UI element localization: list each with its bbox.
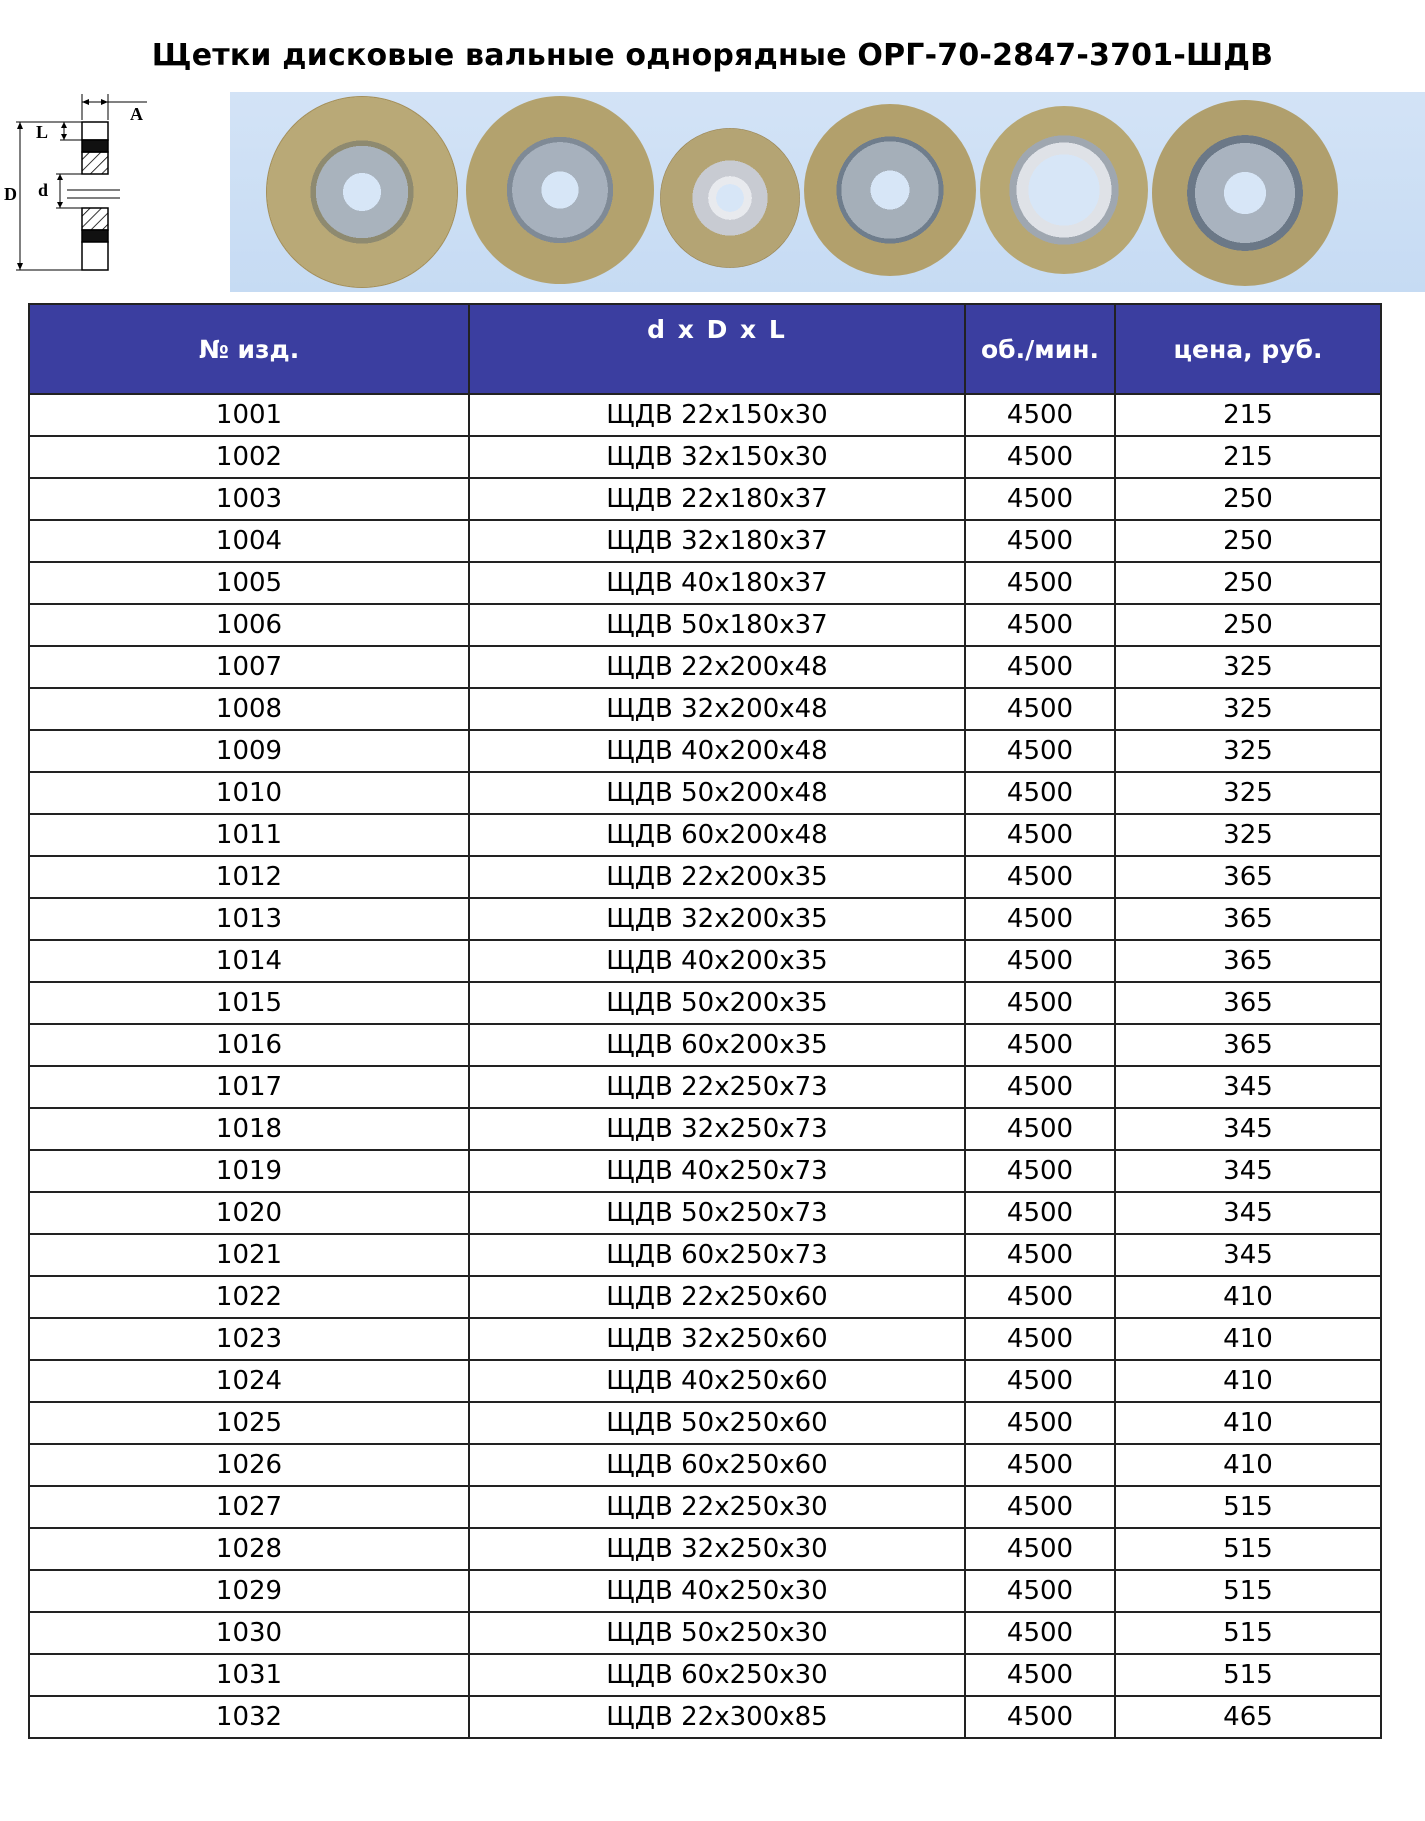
cell-price: 410 [1115,1402,1381,1444]
cell-price: 250 [1115,478,1381,520]
cell-item-number: 1032 [29,1696,469,1738]
cell-rpm: 4500 [965,1192,1115,1234]
table-row [29,1024,1381,1066]
cell-item-number: 1025 [29,1402,469,1444]
cell-item-number: 1029 [29,1570,469,1612]
cell-price: 215 [1115,394,1381,436]
cell-rpm: 4500 [965,562,1115,604]
cell-dimensions: ЩДВ 22х250х73 [469,1066,965,1108]
cell-rpm: 4500 [965,478,1115,520]
cell-price: 365 [1115,898,1381,940]
cell-price: 515 [1115,1528,1381,1570]
table-row [29,898,1381,940]
cell-item-number: 1005 [29,562,469,604]
cell-rpm: 4500 [965,1318,1115,1360]
cell-rpm: 4500 [965,1108,1115,1150]
brush-image-4 [804,104,976,276]
price-table [28,303,1382,1739]
cell-item-number: 1022 [29,1276,469,1318]
cell-dimensions: ЩДВ 50х250х73 [469,1192,965,1234]
cell-dimensions: ЩДВ 60х200х48 [469,814,965,856]
cell-item-number: 1015 [29,982,469,1024]
cell-rpm: 4500 [965,730,1115,772]
cell-rpm: 4500 [965,1696,1115,1738]
table-row [29,562,1381,604]
cell-rpm: 4500 [965,1234,1115,1276]
cell-dimensions: ЩДВ 32х250х60 [469,1318,965,1360]
table-row [29,940,1381,982]
cell-price: 365 [1115,1024,1381,1066]
table-row [29,646,1381,688]
cell-item-number: 1019 [29,1150,469,1192]
cell-item-number: 1020 [29,1192,469,1234]
cross-section-diagram [2,92,162,282]
table-row [29,436,1381,478]
label-l: L [36,122,49,142]
table-header-row [29,304,1381,394]
table-row [29,1612,1381,1654]
header-rpm: об./мин. [965,304,1115,394]
cell-rpm: 4500 [965,1486,1115,1528]
cell-rpm: 4500 [965,436,1115,478]
cell-item-number: 1031 [29,1654,469,1696]
cell-dimensions: ЩДВ 40х250х73 [469,1150,965,1192]
cell-dimensions: ЩДВ 50х180х37 [469,604,965,646]
cell-dimensions: ЩДВ 32х200х35 [469,898,965,940]
cell-price: 515 [1115,1654,1381,1696]
cell-item-number: 1006 [29,604,469,646]
header-item-number: № изд. [29,304,469,394]
cell-rpm: 4500 [965,1066,1115,1108]
cell-rpm: 4500 [965,1276,1115,1318]
cell-dimensions: ЩДВ 60х200х35 [469,1024,965,1066]
cell-item-number: 1021 [29,1234,469,1276]
cell-item-number: 1018 [29,1108,469,1150]
cell-rpm: 4500 [965,1150,1115,1192]
cell-price: 410 [1115,1360,1381,1402]
table-row [29,1486,1381,1528]
cell-dimensions: ЩДВ 50х250х30 [469,1612,965,1654]
cell-price: 365 [1115,982,1381,1024]
table-row [29,1150,1381,1192]
cell-price: 345 [1115,1150,1381,1192]
cell-price: 250 [1115,604,1381,646]
cell-dimensions: ЩДВ 22х300х85 [469,1696,965,1738]
cell-price: 515 [1115,1486,1381,1528]
product-photo-strip [230,92,1425,292]
cell-price: 325 [1115,772,1381,814]
table-row [29,1276,1381,1318]
cell-dimensions: ЩДВ 60х250х73 [469,1234,965,1276]
cell-rpm: 4500 [965,856,1115,898]
cell-dimensions: ЩДВ 22х180х37 [469,478,965,520]
table-row [29,520,1381,562]
label-a: A [130,104,143,124]
cell-dimensions: ЩДВ 32х150х30 [469,436,965,478]
cell-rpm: 4500 [965,604,1115,646]
cell-dimensions: ЩДВ 40х200х35 [469,940,965,982]
cell-dimensions: ЩДВ 32х200х48 [469,688,965,730]
cell-item-number: 1012 [29,856,469,898]
header-dimensions: d x D x L [469,304,965,394]
cell-rpm: 4500 [965,646,1115,688]
table-row [29,814,1381,856]
cell-price: 515 [1115,1612,1381,1654]
page-title: Щетки дисковые вальные однорядные ОРГ-70-2847-3701-ШДВ [151,38,1274,73]
cell-rpm: 4500 [965,1612,1115,1654]
cell-dimensions: ЩДВ 50х250х60 [469,1402,965,1444]
cell-item-number: 1009 [29,730,469,772]
label-d-inner: d [38,180,49,200]
cell-rpm: 4500 [965,520,1115,562]
table-row [29,1528,1381,1570]
cell-item-number: 1023 [29,1318,469,1360]
cell-rpm: 4500 [965,1654,1115,1696]
table-row [29,1066,1381,1108]
table-row [29,730,1381,772]
brush-clamp-top [82,140,108,152]
cell-rpm: 4500 [965,772,1115,814]
table-row [29,1654,1381,1696]
brush-hub-top [82,152,108,174]
cell-price: 345 [1115,1066,1381,1108]
cell-rpm: 4500 [965,1444,1115,1486]
cell-dimensions: ЩДВ 32х250х30 [469,1528,965,1570]
brush-bristle-bottom [82,242,108,270]
cell-price: 325 [1115,730,1381,772]
cell-dimensions: ЩДВ 40х180х37 [469,562,965,604]
table-row [29,1402,1381,1444]
cell-item-number: 1011 [29,814,469,856]
table-row [29,394,1381,436]
cell-rpm: 4500 [965,940,1115,982]
cell-item-number: 1026 [29,1444,469,1486]
cell-rpm: 4500 [965,898,1115,940]
cell-dimensions: ЩДВ 60х250х30 [469,1654,965,1696]
cell-price: 345 [1115,1108,1381,1150]
cell-item-number: 1007 [29,646,469,688]
cell-price: 365 [1115,940,1381,982]
cell-price: 325 [1115,646,1381,688]
cell-dimensions: ЩДВ 22х150х30 [469,394,965,436]
cell-dimensions: ЩДВ 22х200х35 [469,856,965,898]
cell-price: 325 [1115,814,1381,856]
cell-item-number: 1030 [29,1612,469,1654]
cell-rpm: 4500 [965,1360,1115,1402]
cell-price: 365 [1115,856,1381,898]
brush-clamp-bottom [82,230,108,242]
cell-rpm: 4500 [965,982,1115,1024]
cell-rpm: 4500 [965,688,1115,730]
cell-item-number: 1028 [29,1528,469,1570]
table-row [29,1444,1381,1486]
brush-image-5 [980,106,1148,274]
cell-item-number: 1024 [29,1360,469,1402]
table-row [29,772,1381,814]
brush-hub-bottom [82,208,108,230]
cell-price: 410 [1115,1276,1381,1318]
table-row [29,856,1381,898]
cell-dimensions: ЩДВ 22х250х60 [469,1276,965,1318]
cell-dimensions: ЩДВ 40х200х48 [469,730,965,772]
table-body [29,394,1381,1738]
table-row [29,1360,1381,1402]
cell-dimensions: ЩДВ 60х250х60 [469,1444,965,1486]
cell-price: 215 [1115,436,1381,478]
cell-dimensions: ЩДВ 50х200х35 [469,982,965,1024]
cell-price: 250 [1115,520,1381,562]
cell-price: 410 [1115,1444,1381,1486]
cell-item-number: 1014 [29,940,469,982]
cell-price: 465 [1115,1696,1381,1738]
cell-rpm: 4500 [965,814,1115,856]
cell-price: 325 [1115,688,1381,730]
cell-item-number: 1013 [29,898,469,940]
cell-item-number: 1003 [29,478,469,520]
cell-item-number: 1010 [29,772,469,814]
cell-item-number: 1016 [29,1024,469,1066]
cell-item-number: 1001 [29,394,469,436]
cell-dimensions: ЩДВ 32х250х73 [469,1108,965,1150]
cell-rpm: 4500 [965,1528,1115,1570]
cell-dimensions: ЩДВ 40х250х30 [469,1570,965,1612]
cell-price: 410 [1115,1318,1381,1360]
cell-price: 345 [1115,1192,1381,1234]
cell-dimensions: ЩДВ 22х250х30 [469,1486,965,1528]
table-row [29,1234,1381,1276]
cell-price: 515 [1115,1570,1381,1612]
table-row [29,1696,1381,1738]
table-row [29,1570,1381,1612]
brush-bristle-top [82,122,108,140]
cell-dimensions: ЩДВ 22х200х48 [469,646,965,688]
brush-image-6 [1152,100,1338,286]
table-row [29,478,1381,520]
table-row [29,604,1381,646]
cell-item-number: 1017 [29,1066,469,1108]
cell-item-number: 1027 [29,1486,469,1528]
cell-rpm: 4500 [965,394,1115,436]
brush-image-2 [466,96,654,284]
cell-rpm: 4500 [965,1024,1115,1066]
table-row [29,1192,1381,1234]
cell-item-number: 1002 [29,436,469,478]
cell-item-number: 1008 [29,688,469,730]
brush-image-1 [266,96,458,288]
label-d-outer: D [4,184,17,204]
cell-price: 345 [1115,1234,1381,1276]
table-row [29,688,1381,730]
brush-image-3 [660,128,800,268]
cell-rpm: 4500 [965,1570,1115,1612]
cell-rpm: 4500 [965,1402,1115,1444]
cell-dimensions: ЩДВ 32х180х37 [469,520,965,562]
cell-item-number: 1004 [29,520,469,562]
header-price: цена, руб. [1115,304,1381,394]
table-row [29,1318,1381,1360]
table-row [29,982,1381,1024]
cell-dimensions: ЩДВ 50х200х48 [469,772,965,814]
cell-price: 250 [1115,562,1381,604]
table-row [29,1108,1381,1150]
cell-dimensions: ЩДВ 40х250х60 [469,1360,965,1402]
